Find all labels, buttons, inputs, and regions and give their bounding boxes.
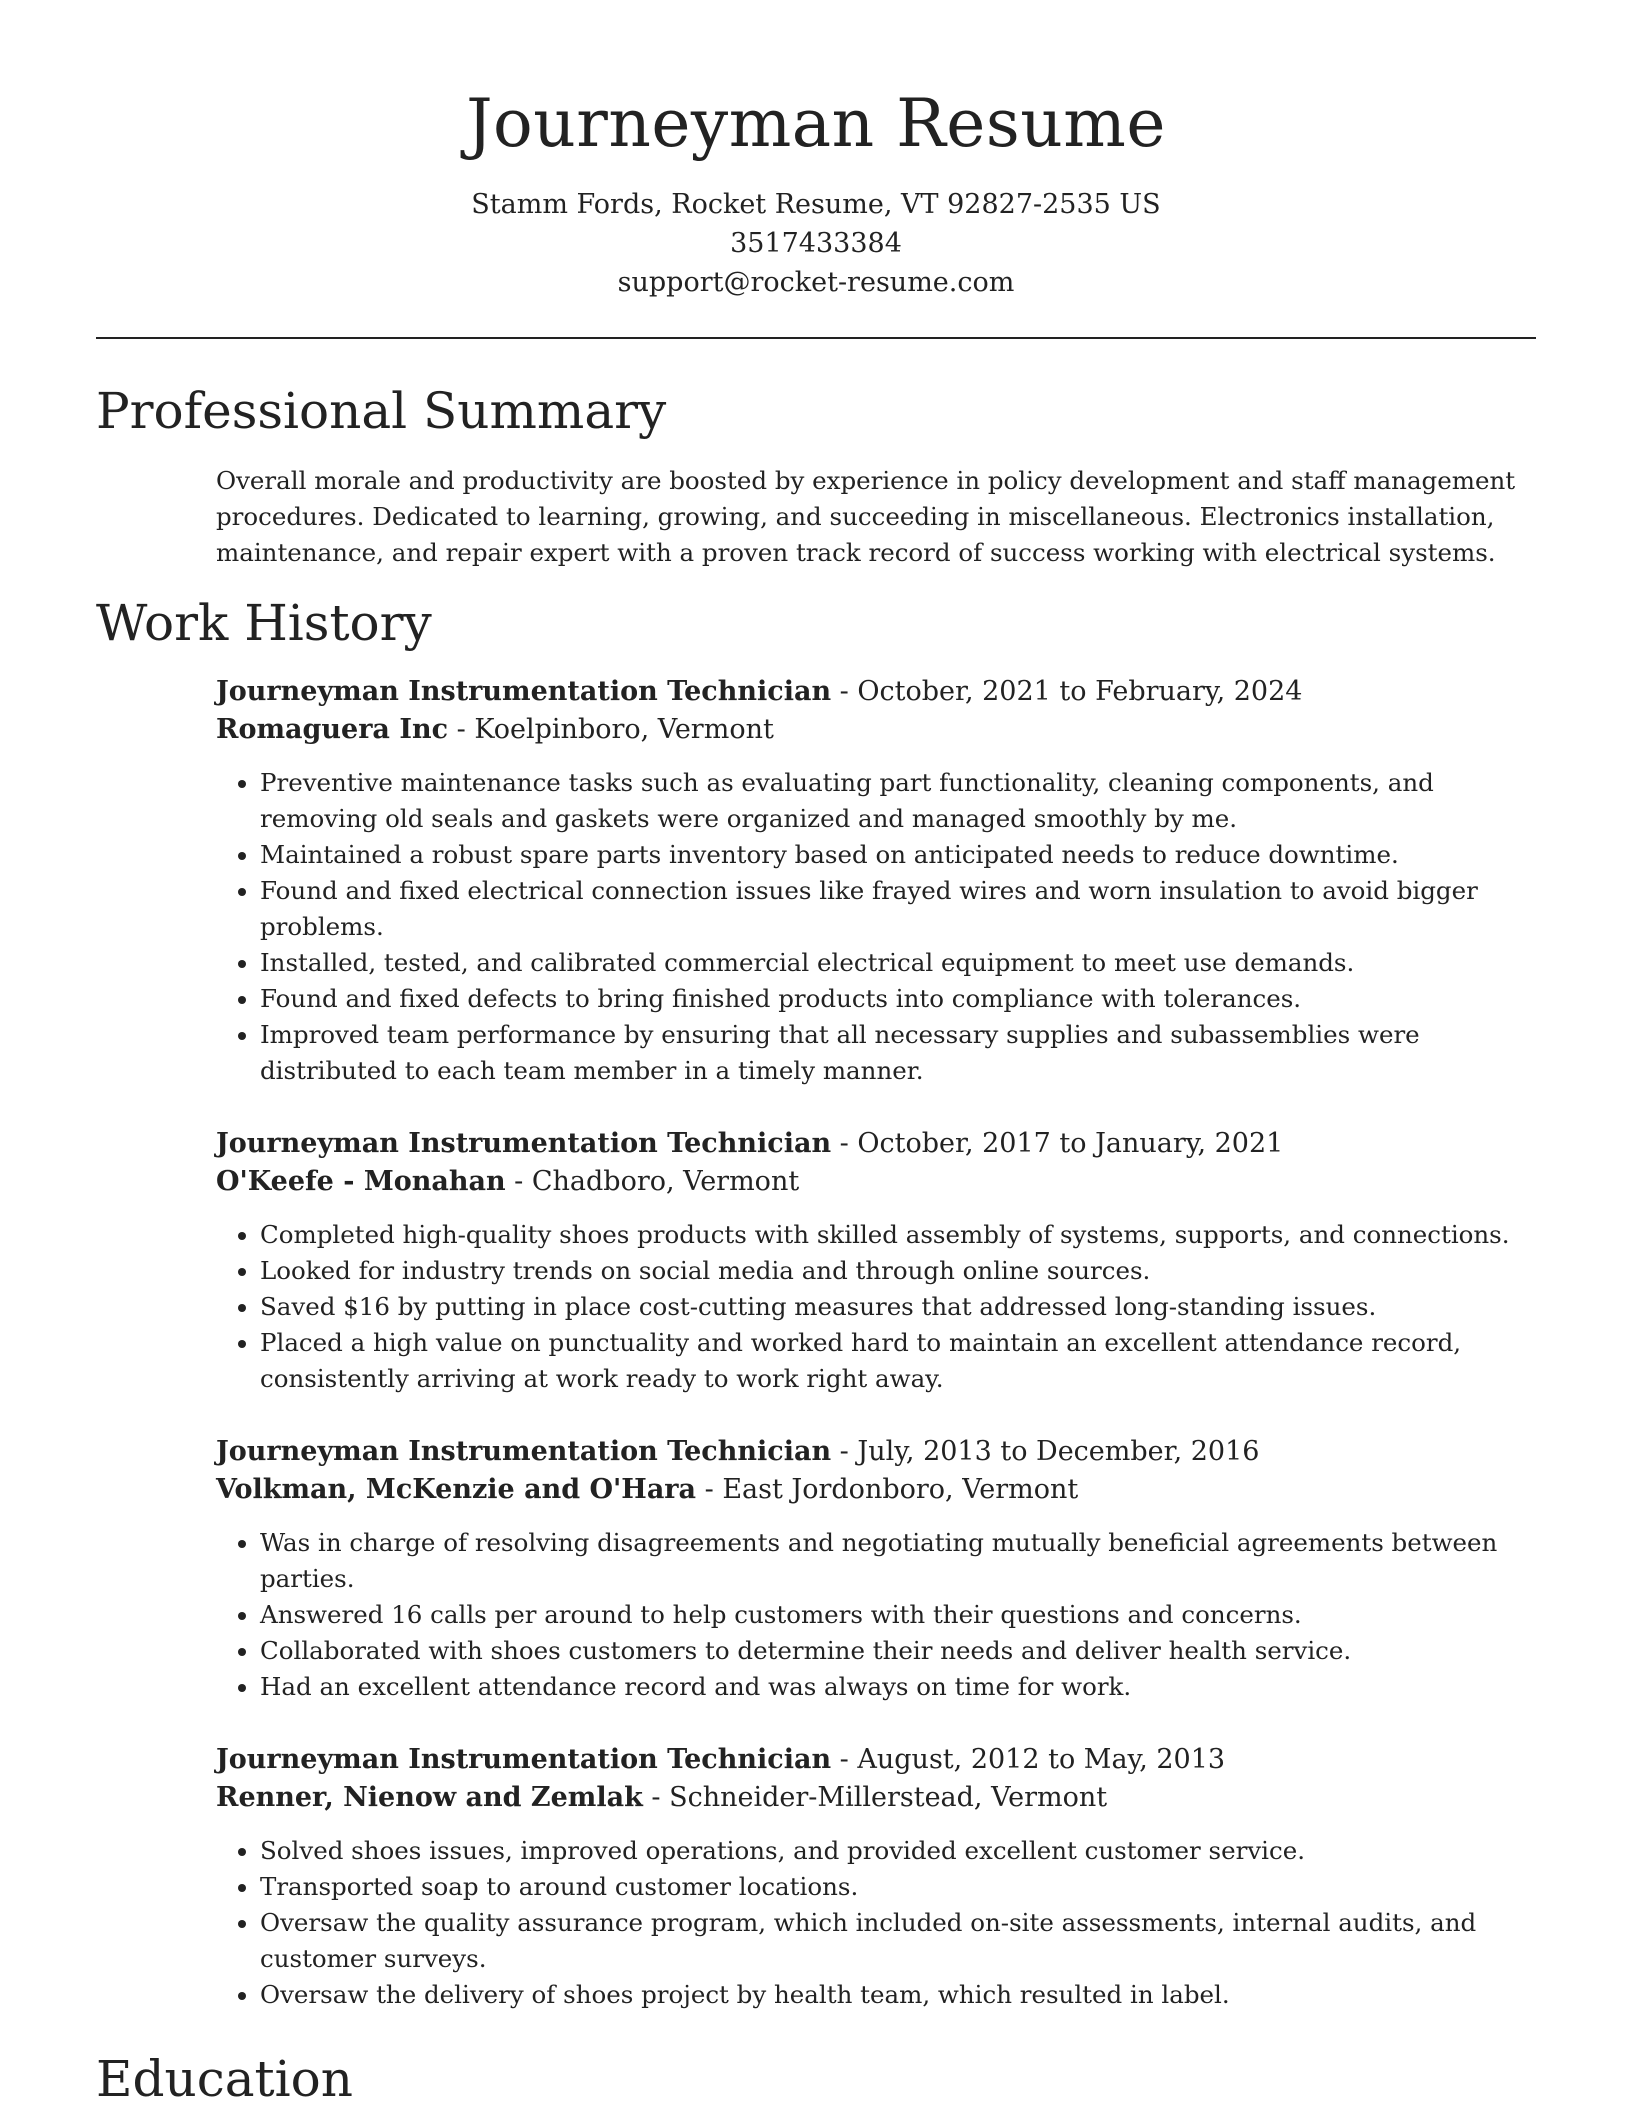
job-bullet: • Completed high-quality shoes products with skilled assembly of systems, supports, and connections.: [260, 1217, 1536, 1253]
job-company: Renner, Nienow and Zemlak: [216, 1782, 643, 1814]
job-company: O'Keefe - Monahan: [216, 1166, 506, 1198]
work-history-heading: Work History: [96, 594, 432, 653]
job-bullet: • Found and fixed defects to bring finished products into compliance with tolerances.: [260, 981, 1536, 1017]
job-title: Journeyman Instrumentation Technician: [216, 676, 832, 708]
job-title-line: [216, 1433, 1536, 1471]
job-dates: - August, 2012 to May, 2013: [831, 1744, 1226, 1776]
job-bullets: [216, 765, 1536, 1089]
work-history-section: [96, 593, 1536, 2013]
job-bullet: • Transported soap to around customer locations.: [260, 1869, 1536, 1905]
education-heading: Education: [96, 2050, 353, 2109]
job-bullet: • Was in charge of resolving disagreements and negotiating mutually beneficial agreements between parties.: [260, 1525, 1536, 1597]
job-title: Journeyman Instrumentation Technician: [216, 1128, 832, 1160]
contact-info: [96, 185, 1536, 302]
job-title: Journeyman Instrumentation Technician: [216, 1744, 832, 1776]
job-entry: [216, 1433, 1536, 1705]
job-dates: - October, 2021 to February, 2024: [831, 676, 1303, 708]
job-bullet: • Installed, tested, and calibrated commercial electrical equipment to meet use demands.: [260, 945, 1536, 981]
summary-text: Overall morale and productivity are boosted by experience in policy development and staff management procedures. Dedicated to learning, growing, and succeeding in miscellaneous. Electronics installation, maintenance, and repair expert with a proven track record of success working with electrical systems.: [216, 466, 1516, 568]
job-bullet: • Collaborated with shoes customers to determine their needs and deliver health service.: [260, 1633, 1536, 1669]
job-bullet: • Found and fixed electrical connection issues like frayed wires and worn insulation to avoid bigger problems.: [260, 873, 1536, 945]
job-bullet: • Answered 16 calls per around to help customers with their questions and concerns.: [260, 1597, 1536, 1633]
job-title-line: [216, 1741, 1536, 1779]
job-bullet: • Preventive maintenance tasks such as evaluating part functionality, cleaning components, and removing old seals and gaskets were organized and managed smoothly by me.: [260, 765, 1536, 837]
education-section: [96, 2049, 1536, 2109]
resume-header: [96, 0, 1536, 302]
job-bullet: • Placed a high value on punctuality and worked hard to maintain an excellent attendance record, consistently arriving at work ready to work right away.: [260, 1325, 1536, 1397]
job-entry: [216, 673, 1536, 1089]
job-bullets: [216, 1525, 1536, 1705]
job-company: Volkman, McKenzie and O'Hara: [216, 1474, 697, 1506]
job-title-line: [216, 673, 1536, 711]
contact-phone: 3517433384: [730, 228, 902, 260]
job-bullets: [216, 1833, 1536, 2013]
job-bullet: • Saved $16 by putting in place cost-cutting measures that addressed long-standing issues.: [260, 1289, 1536, 1325]
job-bullet: • Solved shoes issues, improved operations, and provided excellent customer service.: [260, 1833, 1536, 1869]
job-location: - Schneider-Millerstead, Vermont: [642, 1782, 1108, 1814]
job-bullet: • Looked for industry trends on social media and through online sources.: [260, 1253, 1536, 1289]
header-divider: [96, 337, 1536, 339]
job-bullets: [216, 1217, 1536, 1397]
job-entry: [216, 1125, 1536, 1397]
summary-section: [96, 381, 1536, 571]
job-company-line: [216, 1779, 1536, 1817]
job-bullet: • Had an excellent attendance record and was always on time for work.: [260, 1669, 1536, 1705]
job-title-line: [216, 1125, 1536, 1163]
summary-heading: Professional Summary: [96, 382, 667, 441]
job-bullet: • Maintained a robust spare parts inventory based on anticipated needs to reduce downtime.: [260, 837, 1536, 873]
job-company-line: [216, 1471, 1536, 1509]
job-entry: [216, 1741, 1536, 2013]
job-company: Romaguera Inc: [216, 714, 449, 746]
job-location: - Chadboro, Vermont: [505, 1166, 800, 1198]
job-title: Journeyman Instrumentation Technician: [216, 1436, 832, 1468]
contact-address: Stamm Fords, Rocket Resume, VT 92827-2535 US: [471, 189, 1161, 221]
job-bullet: • Oversaw the quality assurance program, which included on-site assessments, internal audits, and customer surveys.: [260, 1905, 1536, 1977]
job-dates: - July, 2013 to December, 2016: [831, 1436, 1260, 1468]
job-location: - East Jordonboro, Vermont: [696, 1474, 1079, 1506]
job-dates: - October, 2017 to January, 2021: [831, 1128, 1284, 1160]
job-bullet: • Improved team performance by ensuring that all necessary supplies and subassemblies were distributed to each team member in a timely manner.: [260, 1017, 1536, 1089]
resume-name: Journeyman Resume: [466, 85, 1166, 162]
job-list: [216, 673, 1536, 2013]
job-company-line: [216, 1163, 1536, 1201]
job-bullet: • Oversaw the delivery of shoes project by health team, which resulted in label.: [260, 1977, 1536, 2013]
job-company-line: [216, 711, 1536, 749]
job-location: - Koelpinboro, Vermont: [448, 714, 774, 746]
contact-email: support@rocket-resume.com: [617, 267, 1015, 299]
